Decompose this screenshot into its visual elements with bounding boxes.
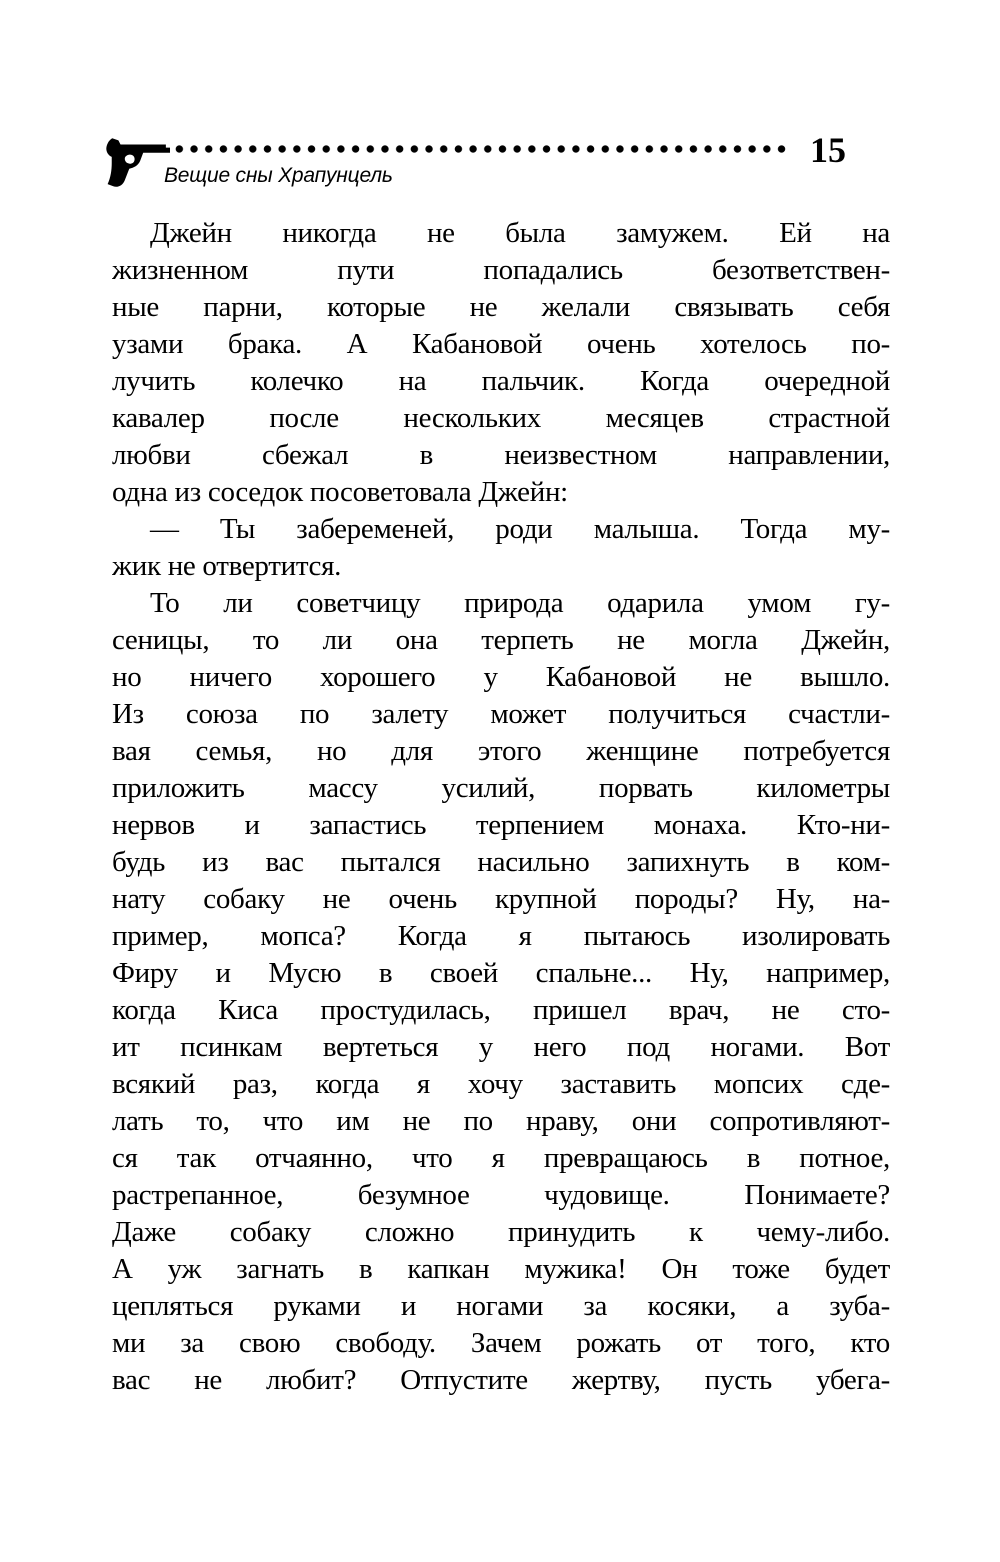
revolver-icon bbox=[104, 135, 170, 189]
text-line: вас не любит? Отпустите жертву, пусть убега- bbox=[112, 1364, 890, 1396]
text-line: ные парни, которые не желали связывать себя bbox=[112, 291, 890, 323]
text-line: пример, мопса? Когда я пытаюсь изолировать bbox=[112, 920, 890, 952]
page-header bbox=[112, 130, 890, 215]
page-number: 15 bbox=[810, 130, 846, 170]
text-line: одна из соседок посоветовала Джейн: bbox=[112, 476, 568, 508]
paragraph bbox=[112, 511, 890, 585]
dotted-rule bbox=[172, 144, 790, 154]
text-line: будь из вас пытался насильно запихнуть в ком- bbox=[112, 846, 890, 878]
text-line: растрепанное, безумное чудовище. Понимаете? bbox=[112, 1179, 890, 1211]
text-line: Фиру и Мусю в своей спальне... Ну, например, bbox=[112, 957, 890, 989]
text-line: но ничего хорошего у Кабановой не вышло. bbox=[112, 661, 890, 693]
text-line: жик не отвертится. bbox=[112, 550, 342, 582]
text-line: когда Киса простудилась, пришел врач, не сто- bbox=[112, 994, 890, 1026]
text-line: нервов и запастись терпением монаха. Кто-ни- bbox=[112, 809, 890, 841]
text-line: цепляться руками и ногами за косяки, а зуба- bbox=[112, 1290, 890, 1322]
text-line: То ли советчицу природа одарила умом гу- bbox=[150, 587, 890, 619]
text-line: кавалер после нескольких месяцев страстной bbox=[112, 402, 890, 434]
text-line: жизненном пути попадались безответствен- bbox=[112, 254, 890, 286]
body-text bbox=[112, 215, 890, 1399]
text-line: приложить массу усилий, порвать километры bbox=[112, 772, 890, 804]
text-line: узами брака. А Кабановой очень хотелось по- bbox=[112, 328, 890, 360]
text-line: Даже собаку сложно принудить к чему-либо. bbox=[112, 1216, 890, 1248]
paragraph bbox=[112, 585, 890, 1399]
text-line: лучить колечко на пальчик. Когда очередной bbox=[112, 365, 890, 397]
text-line: лать то, что им не по нраву, они сопротивляют- bbox=[112, 1105, 890, 1137]
text-line: сеницы, то ли она терпеть не могла Джейн, bbox=[112, 624, 890, 656]
text-line: ит псинкам вертеться у него под ногами. Вот bbox=[112, 1031, 890, 1063]
text-line: Из союза по залету может получиться счастли- bbox=[112, 698, 890, 730]
text-line: Джейн никогда не была замужем. Ей на bbox=[150, 217, 890, 249]
text-line: всякий раз, когда я хочу заставить мопсих сде- bbox=[112, 1068, 890, 1100]
text-line: любви сбежал в неизвестном направлении, bbox=[112, 439, 890, 471]
text-line: А уж загнать в капкан мужика! Он тоже будет bbox=[112, 1253, 890, 1285]
running-title: Вещие сны Храпунцель bbox=[164, 164, 393, 187]
text-line: — Ты забеременей, роди малыша. Тогда му- bbox=[150, 513, 890, 545]
text-line: нату собаку не очень крупной породы? Ну, на- bbox=[112, 883, 890, 915]
text-line: вая семья, но для этого женщине потребуется bbox=[112, 735, 890, 767]
text-line: ся так отчаянно, что я превращаюсь в потное, bbox=[112, 1142, 890, 1174]
text-line: ми за свою свободу. Зачем рожать от того, кто bbox=[112, 1327, 890, 1359]
paragraph bbox=[112, 215, 890, 511]
